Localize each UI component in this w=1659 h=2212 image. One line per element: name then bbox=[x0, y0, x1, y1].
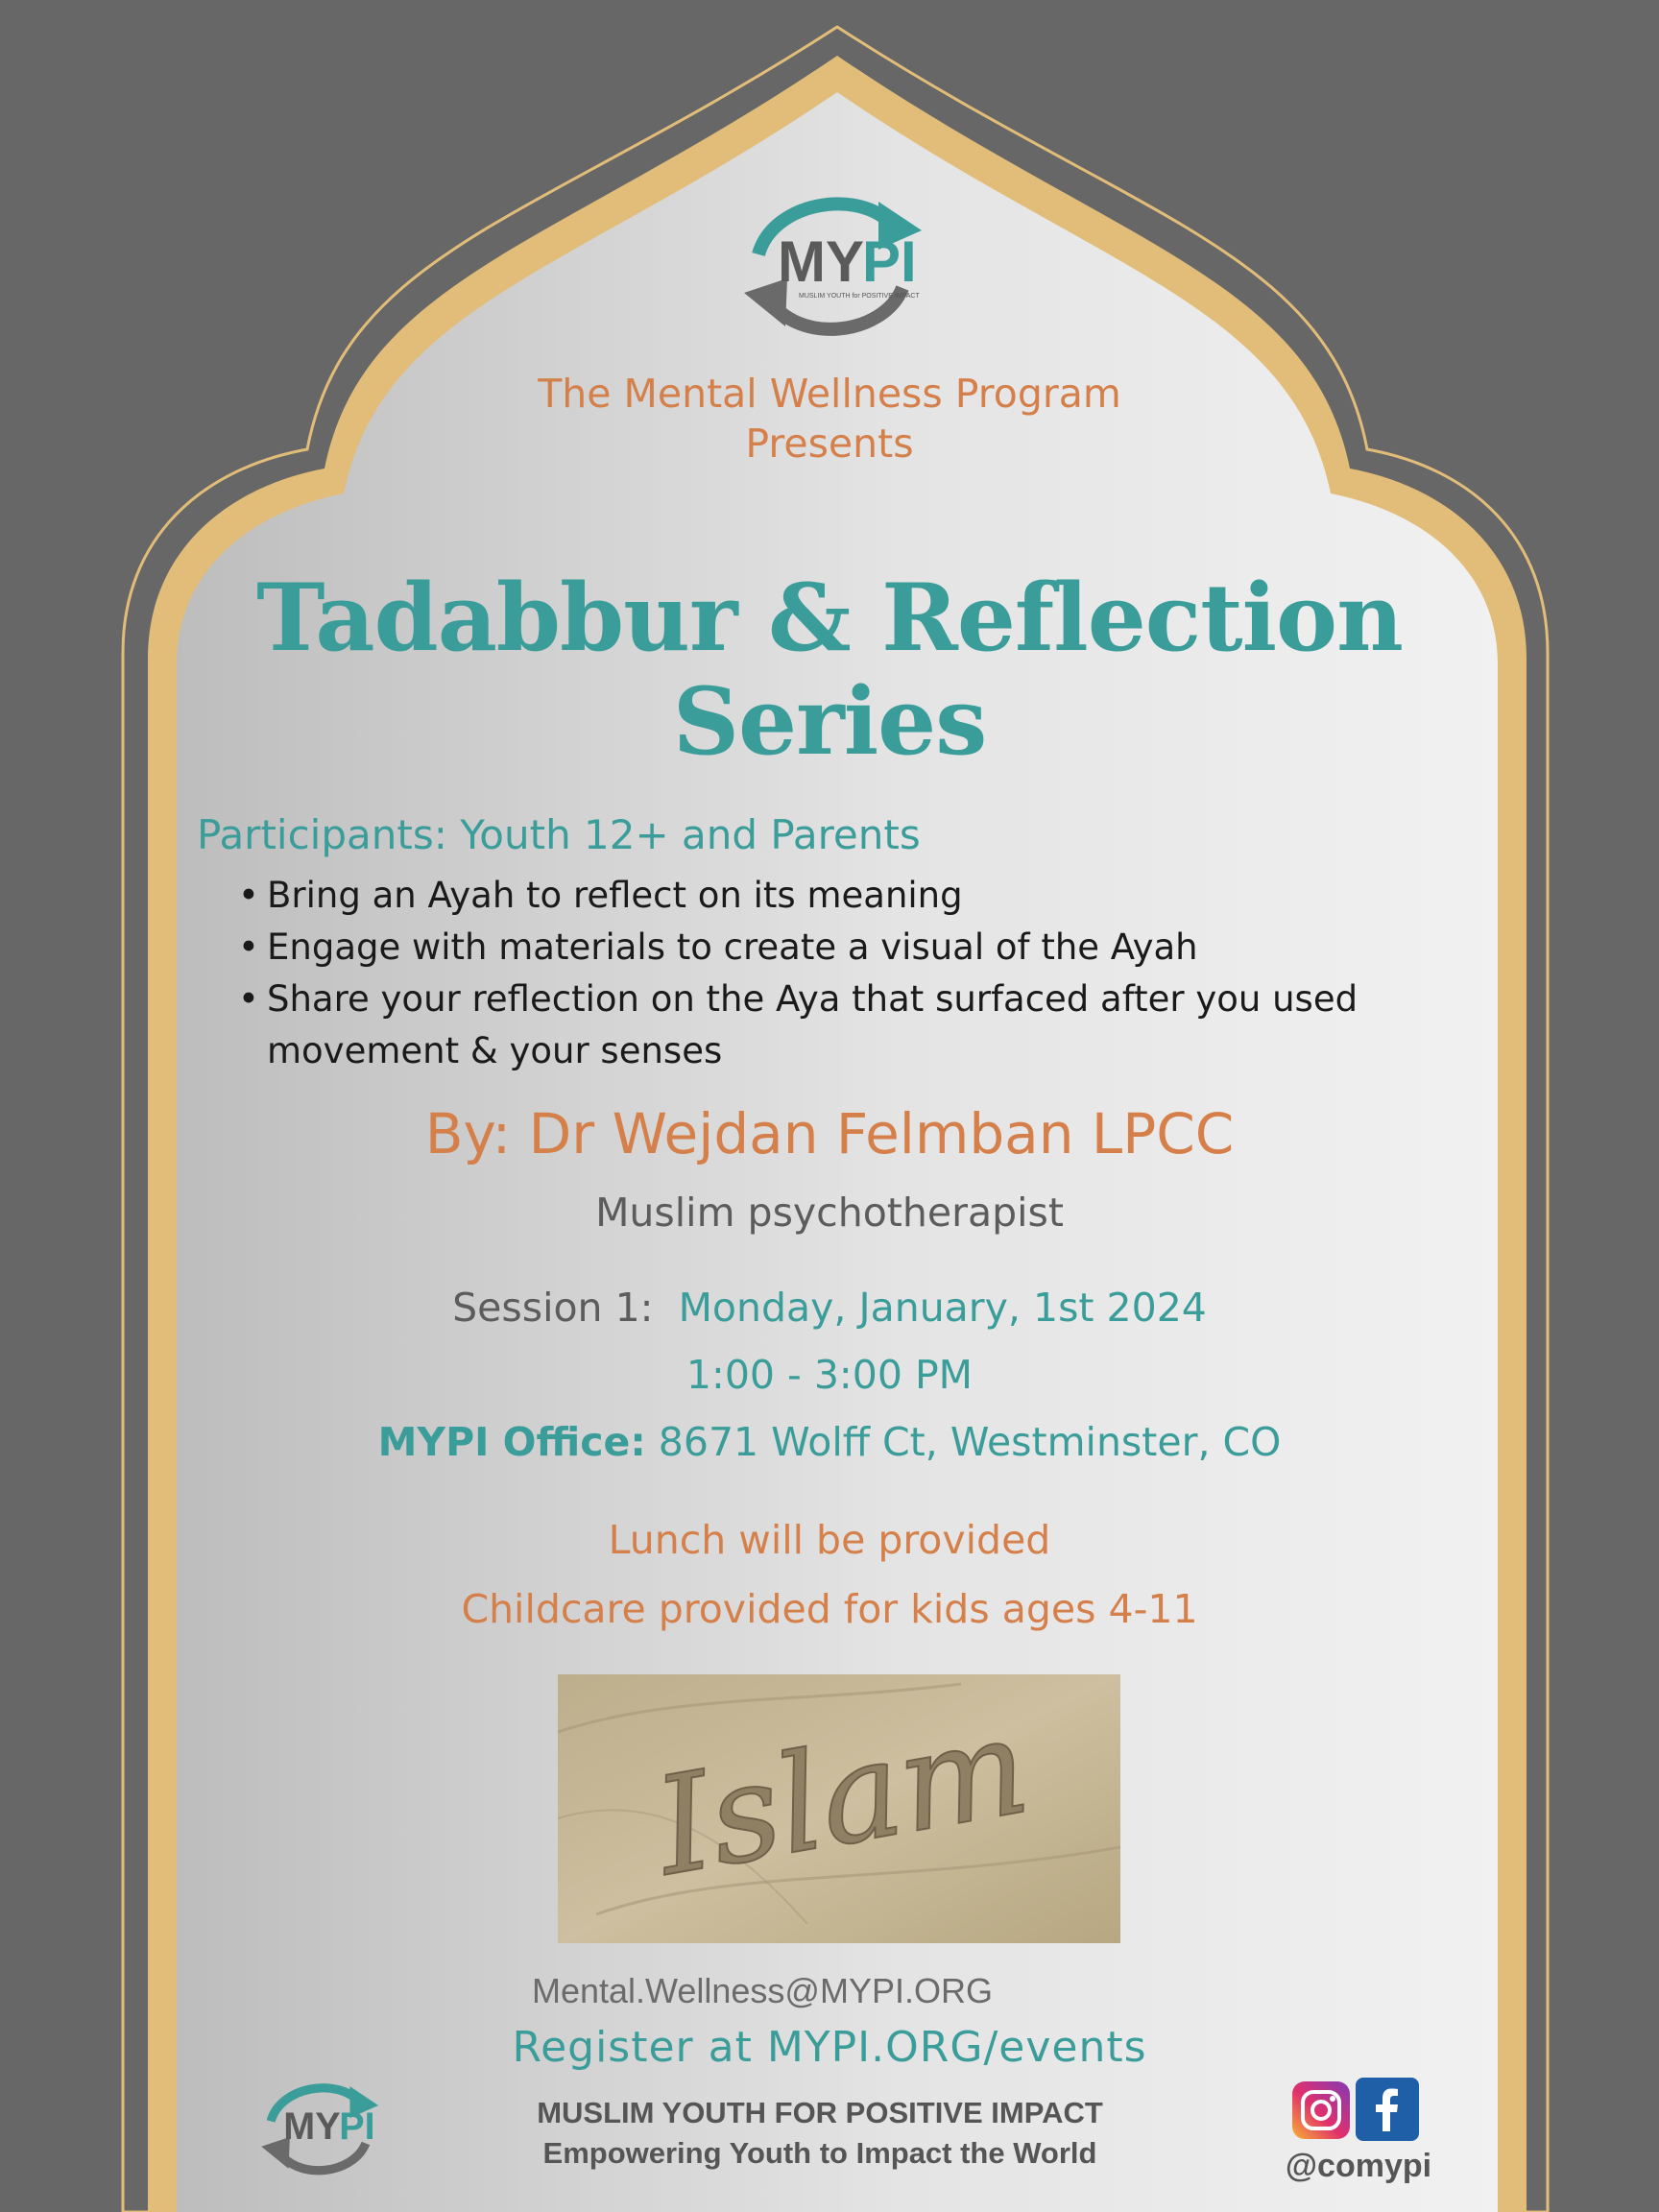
logo-tagline: MUSLIM YOUTH for POSITIVE IMPACT bbox=[799, 293, 920, 300]
title-line-1: Tadabbur & Reflection bbox=[256, 564, 1403, 672]
social-handle[interactable]: @comypi bbox=[1285, 2148, 1432, 2184]
session-label: Session 1: bbox=[452, 1285, 654, 1331]
presents-text: Presents bbox=[745, 421, 914, 467]
instagram-icon[interactable] bbox=[1292, 2081, 1350, 2139]
logo-text: PI bbox=[339, 2104, 375, 2148]
logo-text: PI bbox=[862, 229, 917, 294]
session-date: Monday, January, 1st 2024 bbox=[678, 1285, 1207, 1331]
location-label: MYPI Office: bbox=[377, 1419, 646, 1465]
participants: Participants: Youth 12+ and Parents bbox=[197, 811, 921, 858]
location-address: 8671 Wolff Ct, Westminster, CO bbox=[658, 1419, 1282, 1465]
session-line bbox=[0, 1281, 1659, 1334]
session-time: 1:00 - 3:00 PM bbox=[685, 1352, 974, 1398]
program-name: The Mental Wellness Program bbox=[538, 371, 1121, 417]
page-title bbox=[0, 566, 1659, 774]
logo-text: MY bbox=[283, 2104, 341, 2148]
contact-email: Mental.Wellness@MYPI.ORG bbox=[531, 1971, 993, 2010]
childcare-note: Childcare provided for kids ages 4-11 bbox=[461, 1586, 1198, 1632]
footer-slogan: Empowering Youth to Impact the World bbox=[542, 2136, 1097, 2170]
mypi-logo bbox=[739, 182, 970, 346]
program-presents bbox=[0, 369, 1659, 469]
logo-text: MY bbox=[778, 229, 864, 294]
register-link[interactable]: Register at MYPI.ORG/events bbox=[512, 2023, 1147, 2072]
sand-islam-image bbox=[558, 1674, 1120, 1943]
facebook-icon[interactable] bbox=[1356, 2078, 1419, 2141]
lunch-note: Lunch will be provided bbox=[608, 1517, 1051, 1563]
footer-org: MUSLIM YOUTH FOR POSITIVE IMPACT bbox=[537, 2096, 1103, 2129]
list-item: • Engage with materials to create a visual of the Ayah bbox=[267, 922, 1515, 974]
sand-word: Islam bbox=[644, 1687, 1040, 1907]
location-line bbox=[0, 1415, 1659, 1469]
presenter-name: By: Dr Wejdan Felmban LPCC bbox=[424, 1101, 1235, 1166]
presenter-role: Muslim psychotherapist bbox=[595, 1190, 1064, 1236]
list-item: • Share your reflection on the Aya that surfaced after you used movement & your senses bbox=[267, 974, 1515, 1077]
title-line-2: Series bbox=[672, 667, 987, 776]
list-item: • Bring an Ayah to reflect on its meaning bbox=[267, 870, 1515, 922]
bullet-list bbox=[232, 870, 1515, 1077]
